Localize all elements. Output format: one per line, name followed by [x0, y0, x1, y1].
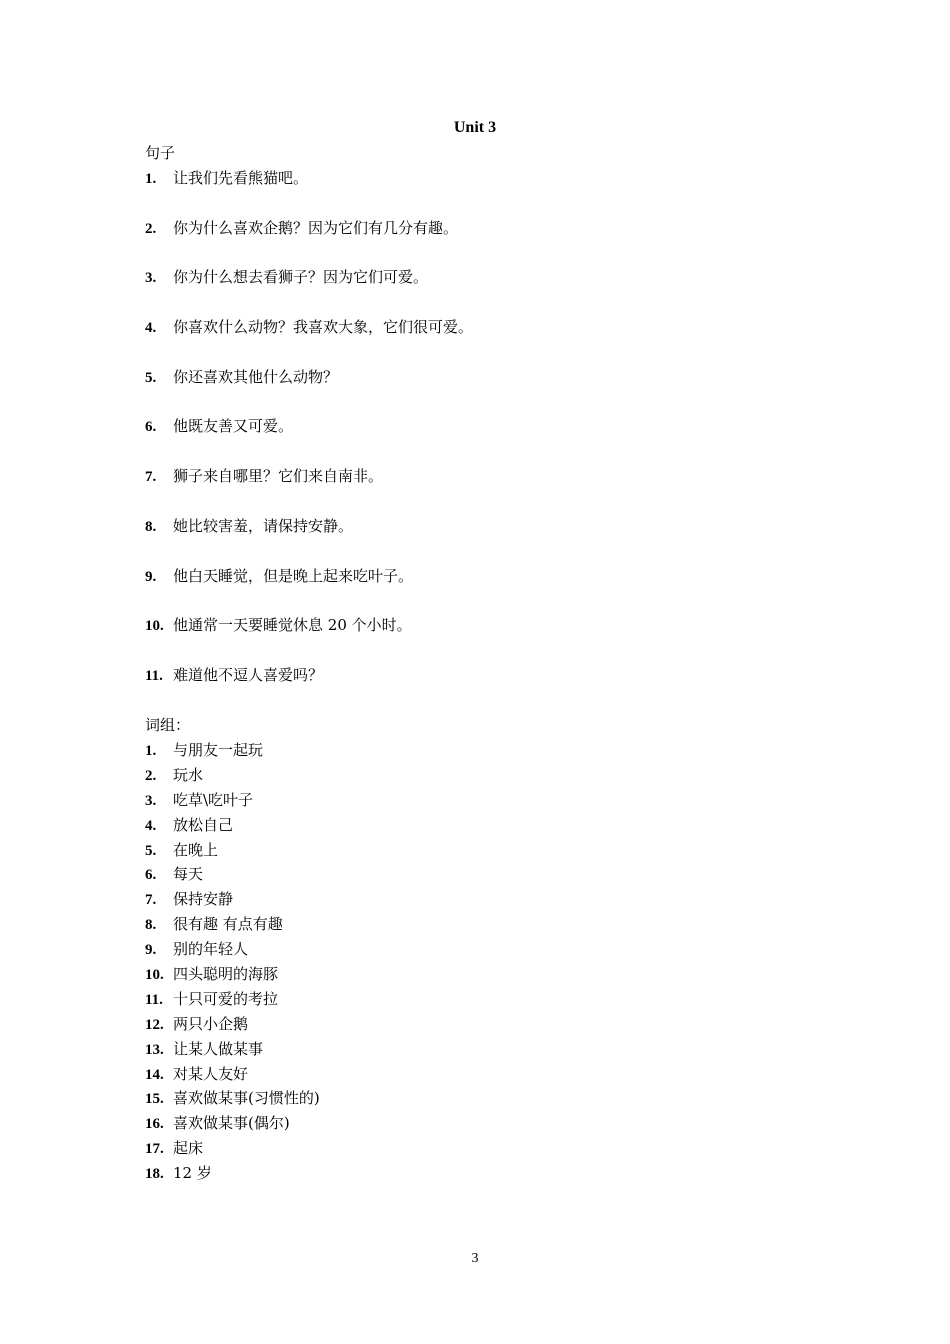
- phrase-item-number: 7.: [145, 892, 157, 909]
- phrase-item-text: 放松自己: [173, 815, 234, 834]
- phrase-item-number: 15.: [145, 1091, 164, 1108]
- sentence-item-text: 狮子来自哪里？它们来自南非。: [173, 467, 384, 486]
- sentence-item-number: 3.: [145, 270, 157, 287]
- phrase-item-text: 十只可爱的考拉: [173, 989, 279, 1008]
- phrase-item-text: 四头聪明的海豚: [173, 965, 279, 984]
- sentence-item-number: 6.: [145, 419, 157, 436]
- phrase-item-number: 10.: [145, 967, 164, 984]
- phrase-item: [145, 815, 320, 835]
- phrase-item: [145, 740, 320, 760]
- phrase-item-text: 两只小企鹅: [173, 1014, 249, 1033]
- sentence-item-number: 11.: [145, 667, 163, 684]
- phrase-item-number: 11.: [145, 991, 163, 1008]
- phrase-item-text: 喜欢做某事(习惯性的): [173, 1089, 320, 1108]
- phrase-item: [145, 790, 320, 810]
- sentence-item: [145, 615, 473, 635]
- phrase-item-number: 4.: [145, 817, 157, 834]
- sentence-item: [145, 267, 473, 287]
- phrase-item-number: 16.: [145, 1116, 164, 1133]
- phrase-item: [145, 1113, 320, 1133]
- phrase-item-text: 玩水: [173, 765, 204, 784]
- phrase-item: [145, 1039, 320, 1059]
- sentence-item-number: 1.: [145, 171, 157, 187]
- sentence-item-text: 你喜欢什么动物？我喜欢大象，它们很可爱。: [173, 318, 474, 337]
- phrase-item: [145, 1163, 320, 1183]
- phrase-item-text: 喜欢做某事(偶尔): [173, 1114, 290, 1133]
- sentence-item-text: 他既友善又可爱。: [173, 417, 294, 436]
- phrase-item-number: 18.: [145, 1166, 164, 1183]
- sentence-item-number: 9.: [145, 568, 157, 585]
- phrase-item-text: 12 岁: [173, 1164, 212, 1183]
- sentences-heading: 句子: [145, 144, 176, 162]
- phrase-item-text: 让某人做某事: [173, 1039, 264, 1058]
- phrase-item-number: 1.: [145, 743, 157, 759]
- phrases-heading: 词组：: [145, 716, 191, 734]
- sentence-item-text: 难道他不逗人喜爱吗？: [173, 665, 324, 684]
- phrase-item-number: 5.: [145, 842, 157, 859]
- sentence-item: [145, 566, 473, 586]
- sentence-item-number: 5.: [145, 369, 157, 386]
- phrase-item-number: 17.: [145, 1141, 164, 1158]
- sentence-item-number: 7.: [145, 469, 157, 486]
- phrase-item: [145, 889, 320, 909]
- phrase-item: [145, 914, 320, 934]
- phrase-item-text: 保持安静: [173, 890, 234, 909]
- phrase-item-text: 每天: [173, 865, 204, 884]
- sentence-item: [145, 416, 473, 436]
- sentence-item: [145, 367, 473, 387]
- sentence-item-text: 你为什么想去看狮子？因为它们可爱。: [173, 268, 429, 287]
- phrase-item: [145, 1064, 320, 1084]
- phrase-item-text: 吃草\吃叶子: [173, 790, 254, 809]
- sentence-item: [145, 466, 473, 486]
- phrase-item-number: 2.: [145, 767, 157, 784]
- phrase-item-number: 13.: [145, 1041, 164, 1058]
- page-number: 3: [471, 1251, 479, 1266]
- phrase-item: [145, 1014, 320, 1034]
- sentence-item-number: 8.: [145, 518, 157, 535]
- phrase-item: [145, 1088, 320, 1108]
- phrase-item-number: 3.: [145, 792, 157, 809]
- phrase-item-text: 很有趣 有点有趣: [173, 915, 283, 934]
- phrase-item-text: 别的年轻人: [173, 940, 249, 959]
- phrase-item-number: 12.: [145, 1016, 164, 1033]
- phrase-item: [145, 1138, 320, 1158]
- phrases-list: [145, 740, 320, 1188]
- sentence-item-text: 你还喜欢其他什么动物？: [173, 367, 339, 386]
- sentence-item-number: 10.: [145, 618, 164, 635]
- sentences-list: [145, 168, 473, 715]
- phrase-item-text: 起床: [173, 1139, 204, 1158]
- phrase-item: [145, 964, 320, 984]
- phrase-item: [145, 765, 320, 785]
- sentence-item-text: 他通常一天要睡觉休息 20 个小时。: [173, 616, 412, 635]
- sentence-item-text: 你为什么喜欢企鹅？因为它们有几分有趣。: [173, 218, 459, 237]
- sentence-item: [145, 516, 473, 536]
- sentence-item-text: 她比较害羞，请保持安静。: [173, 516, 354, 535]
- phrase-item-text: 在晚上: [173, 840, 219, 859]
- sentence-item: [145, 665, 473, 685]
- sentence-item-number: 2.: [145, 220, 157, 237]
- phrase-item: [145, 864, 320, 884]
- sentence-item-text: 他白天睡觉，但是晚上起来吃叶子。: [173, 566, 414, 585]
- phrase-item-text: 与朋友一起玩: [173, 741, 264, 759]
- phrase-item-number: 14.: [145, 1066, 164, 1083]
- phrase-item-text: 对某人友好: [173, 1064, 249, 1083]
- sentence-item: [145, 317, 473, 337]
- phrase-item-number: 9.: [145, 942, 157, 959]
- page-title: Unit 3: [453, 119, 497, 136]
- sentence-item: [145, 218, 473, 238]
- sentence-item-text: 让我们先看熊猫吧。: [173, 169, 309, 187]
- phrase-item: [145, 939, 320, 959]
- phrase-item: [145, 989, 320, 1009]
- phrase-item-number: 8.: [145, 917, 157, 934]
- phrase-item: [145, 840, 320, 860]
- sentence-item: [145, 168, 473, 188]
- sentence-item-number: 4.: [145, 320, 157, 337]
- phrase-item-number: 6.: [145, 867, 157, 884]
